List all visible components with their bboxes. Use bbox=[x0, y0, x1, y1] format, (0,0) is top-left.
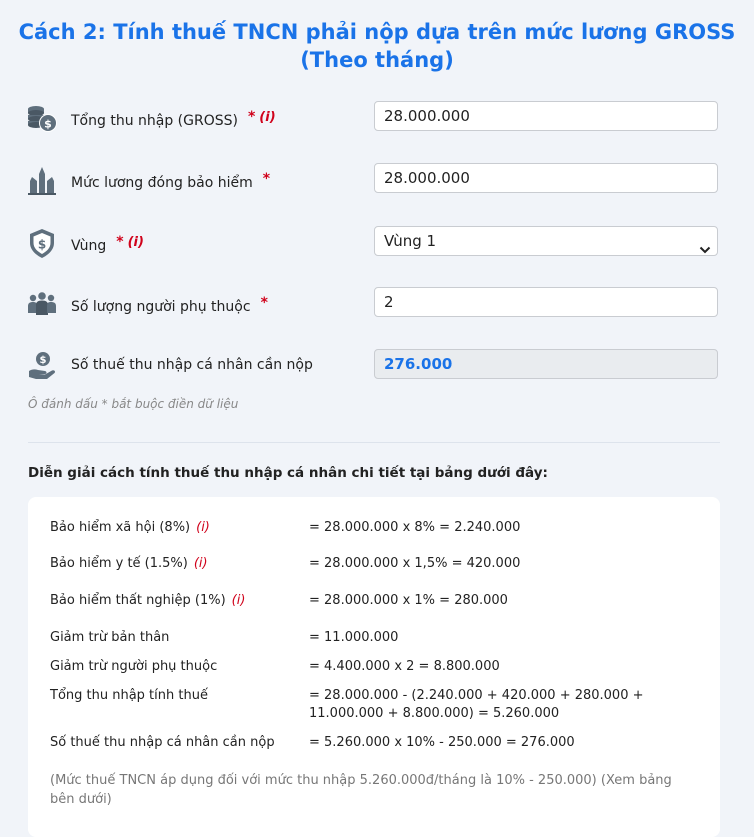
required-mark: * bbox=[262, 171, 271, 187]
page-title bbox=[0, 18, 754, 74]
buildings-icon bbox=[26, 163, 58, 197]
tax-due-output: 276.000 bbox=[374, 349, 718, 379]
breakdown-value: = 4.400.000 x 2 = 8.800.000 bbox=[309, 659, 500, 674]
people-group-icon bbox=[26, 287, 58, 321]
breakdown-value: = 28.000.000 - (2.240.000 + 420.000 + 280.000 + 11.000.000 + 8.800.000) = 5.260.000 bbox=[309, 688, 644, 721]
page-title-line1: Cách 2: Tính thuế TNCN phải nộp dựa trên mức lương GROSS bbox=[18, 20, 736, 44]
breakdown-label: Bảo hiểm xã hội (8%) bbox=[50, 520, 191, 535]
tax-due-label: Số thuế thu nhập cá nhân cần nộp bbox=[71, 357, 313, 373]
breakdown-label: Giảm trừ người phụ thuộc bbox=[50, 659, 218, 674]
chevron-down-icon bbox=[699, 236, 711, 246]
info-link[interactable]: (i) bbox=[193, 556, 208, 571]
info-link[interactable]: (i) bbox=[259, 110, 276, 125]
svg-text:$: $ bbox=[39, 355, 47, 366]
gross-row bbox=[26, 101, 726, 135]
breakdown-value: = 5.260.000 x 10% - 250.000 = 276.000 bbox=[309, 735, 575, 750]
required-mark: * bbox=[116, 234, 124, 250]
hand-coin-icon bbox=[26, 349, 58, 383]
svg-text:$: $ bbox=[37, 237, 47, 252]
region-row bbox=[26, 226, 726, 260]
dependents-row bbox=[26, 287, 726, 321]
required-mark: * bbox=[247, 109, 256, 125]
dependents-input[interactable]: 2 bbox=[374, 287, 718, 317]
breakdown-label: Số thuế thu nhập cá nhân cần nộp bbox=[50, 735, 275, 750]
insurance-salary-label: Mức lương đóng bảo hiểm * bbox=[71, 171, 271, 191]
tax-due-row bbox=[26, 349, 726, 383]
svg-text:$: $ bbox=[44, 117, 52, 131]
breakdown-label: Bảo hiểm thất nghiệp (1%) bbox=[50, 593, 226, 608]
breakdown-value: = 11.000.000 bbox=[309, 630, 399, 645]
breakdown-label: Tổng thu nhập tính thuế bbox=[50, 688, 208, 703]
shield-dollar-icon bbox=[26, 226, 58, 260]
dependents-label: Số lượng người phụ thuộc * bbox=[71, 295, 268, 315]
region-label: Vùng * (i) bbox=[71, 234, 144, 254]
insurance-salary-input[interactable]: 28.000.000 bbox=[374, 163, 718, 193]
info-link[interactable]: (i) bbox=[127, 235, 144, 250]
breakdown-value: = 28.000.000 x 1,5% = 420.000 bbox=[309, 556, 521, 571]
info-link[interactable]: (i) bbox=[196, 520, 210, 535]
required-note: Ô đánh dấu * bắt buộc điền dữ liệu bbox=[28, 397, 239, 411]
breakdown-card bbox=[28, 497, 720, 837]
gross-input[interactable]: 28.000.000 bbox=[374, 101, 718, 131]
explanation-heading: Diễn giải cách tính thuế thu nhập cá nhân chi tiết tại bảng dưới đây: bbox=[28, 465, 548, 481]
breakdown-label: Giảm trừ bản thân bbox=[50, 630, 170, 645]
info-link[interactable]: (i) bbox=[231, 593, 246, 608]
gross-label: Tổng thu nhập (GROSS) * (i) bbox=[71, 109, 276, 129]
breakdown-value: = 28.000.000 x 1% = 280.000 bbox=[309, 593, 508, 608]
section-divider bbox=[28, 442, 720, 443]
insurance-salary-row bbox=[26, 163, 726, 197]
breakdown-value: = 28.000.000 x 8% = 2.240.000 bbox=[309, 520, 521, 535]
breakdown-label: Bảo hiểm y tế (1.5%) bbox=[50, 556, 188, 571]
region-select[interactable] bbox=[374, 226, 718, 256]
footnote: (Mức thuế TNCN áp dụng đối với mức thu nhập 5.260.000đ/tháng là 10% - 250.000) (Xem bảng bên dưới) bbox=[50, 773, 672, 807]
region-selected-value: Vùng 1 bbox=[384, 232, 437, 250]
page-title-line2: (Theo tháng) bbox=[300, 48, 454, 72]
coins-dollar-icon bbox=[26, 101, 58, 135]
required-mark: * bbox=[260, 295, 268, 311]
